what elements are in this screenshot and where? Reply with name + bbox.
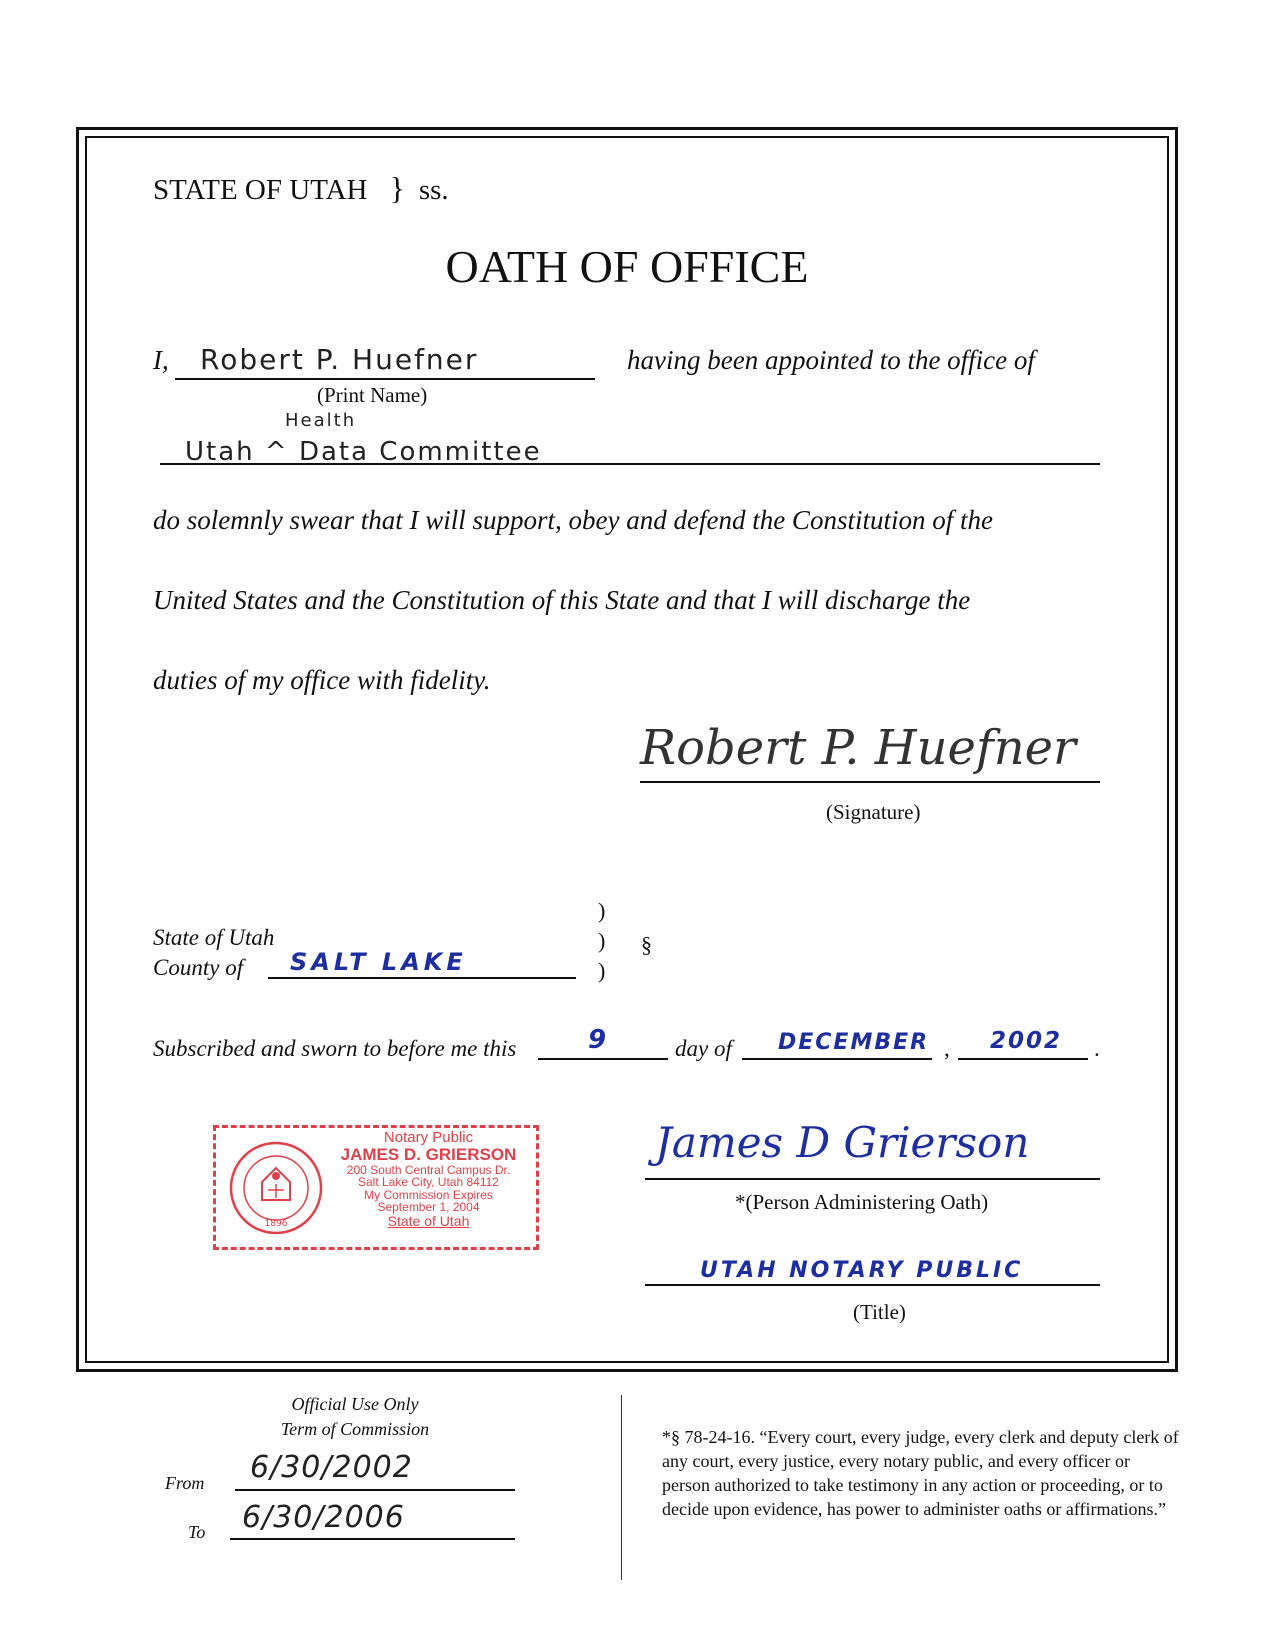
section-symbol: § xyxy=(641,932,652,957)
handwritten-month: DECEMBER xyxy=(778,1030,930,1055)
state-label: STATE OF UTAH xyxy=(153,174,368,206)
handwritten-name: Robert P. Huefner xyxy=(200,343,479,376)
administering-label: *(Person Administering Oath) xyxy=(735,1190,989,1214)
from-line xyxy=(235,1489,515,1491)
seal-year: 1896 xyxy=(264,1219,288,1229)
official-use-line-1: Official Use Only xyxy=(291,1394,419,1414)
brace: } xyxy=(389,170,405,206)
stamp-line-7: State of Utah xyxy=(387,1212,470,1229)
venue-state: State of Utah xyxy=(153,925,275,950)
paren-3: ) xyxy=(598,958,606,983)
county-line xyxy=(268,977,576,979)
stamp-line-1: Notary Public xyxy=(383,1129,474,1146)
handwritten-day: 9 xyxy=(588,1025,609,1055)
subscribed-text: Subscribed and sworn to before me this xyxy=(153,1036,517,1061)
signature-line xyxy=(640,781,1100,783)
handwritten-office-insert: Health xyxy=(285,410,357,431)
official-use-heading xyxy=(235,1392,475,1442)
stamp-line-5: My Commission Expires xyxy=(364,1187,493,1202)
title-label: (Title) xyxy=(853,1300,906,1324)
to-label: To xyxy=(188,1522,206,1542)
oath-intro: I, xyxy=(153,345,169,375)
oath-line-2: United States and the Constitution of this State and that I will discharge the xyxy=(153,585,971,615)
administering-line xyxy=(645,1178,1100,1180)
oath-line-3: duties of my office with fidelity. xyxy=(153,665,491,695)
official-use-line-2: Term of Commission xyxy=(280,1419,430,1439)
stamp-line-4: Salt Lake City, Utah 84112 xyxy=(358,1175,499,1190)
comma: , xyxy=(944,1036,950,1061)
oath-signature: Robert P. Huefner xyxy=(640,720,1076,776)
notary-signature: James D Grierson xyxy=(655,1118,1030,1167)
handwritten-title: UTAH NOTARY PUBLIC xyxy=(700,1258,1024,1283)
paren-2: ) xyxy=(598,928,606,953)
day-of-text: day of xyxy=(675,1036,732,1061)
print-name-label: (Print Name) xyxy=(317,383,428,407)
paren-1: ) xyxy=(598,898,606,923)
handwritten-office: Utah ^ Data Committee xyxy=(185,437,542,467)
stamp-line-6: September 1, 2004 xyxy=(377,1200,480,1215)
office-line xyxy=(160,463,1100,465)
day-line xyxy=(538,1058,668,1060)
handwritten-year: 2002 xyxy=(990,1028,1063,1054)
title-line xyxy=(645,1284,1100,1286)
from-date: 6/30/2002 xyxy=(250,1450,413,1485)
print-name-line xyxy=(175,378,595,380)
stamp-line-2: JAMES D. GRIERSON xyxy=(340,1144,517,1164)
footer-divider xyxy=(621,1395,622,1580)
statute-footnote: *§ 78-24-16. “Every court, every judge, every clerk and deputy clerk of any court, every justice, every notary public, and every officer or person authorized to take testimony in any action or proceeding, or to decide upon evidence, has power to administer oaths or affirmations.” xyxy=(662,1427,1179,1519)
ss-label: ss. xyxy=(418,174,449,206)
month-line xyxy=(742,1058,932,1060)
oath-line-1: do solemnly swear that I will support, obey and defend the Constitution of the xyxy=(153,505,993,535)
great-seal-icon xyxy=(228,1140,324,1236)
year-line xyxy=(958,1058,1088,1060)
appointed-text: having been appointed to the office of xyxy=(627,345,1035,375)
to-line xyxy=(230,1538,515,1540)
signature-label: (Signature) xyxy=(826,800,921,824)
period: . xyxy=(1094,1036,1100,1061)
venue-county-label: County of xyxy=(153,955,244,980)
to-date: 6/30/2006 xyxy=(242,1500,405,1535)
notary-stamp xyxy=(213,1125,539,1250)
handwritten-county: SALT LAKE xyxy=(290,948,467,976)
state-header xyxy=(153,170,449,207)
document-title: OATH OF OFFICE xyxy=(445,241,809,292)
from-label: From xyxy=(165,1473,205,1493)
stamp-line-3: 200 South Central Campus Dr. xyxy=(346,1162,511,1177)
